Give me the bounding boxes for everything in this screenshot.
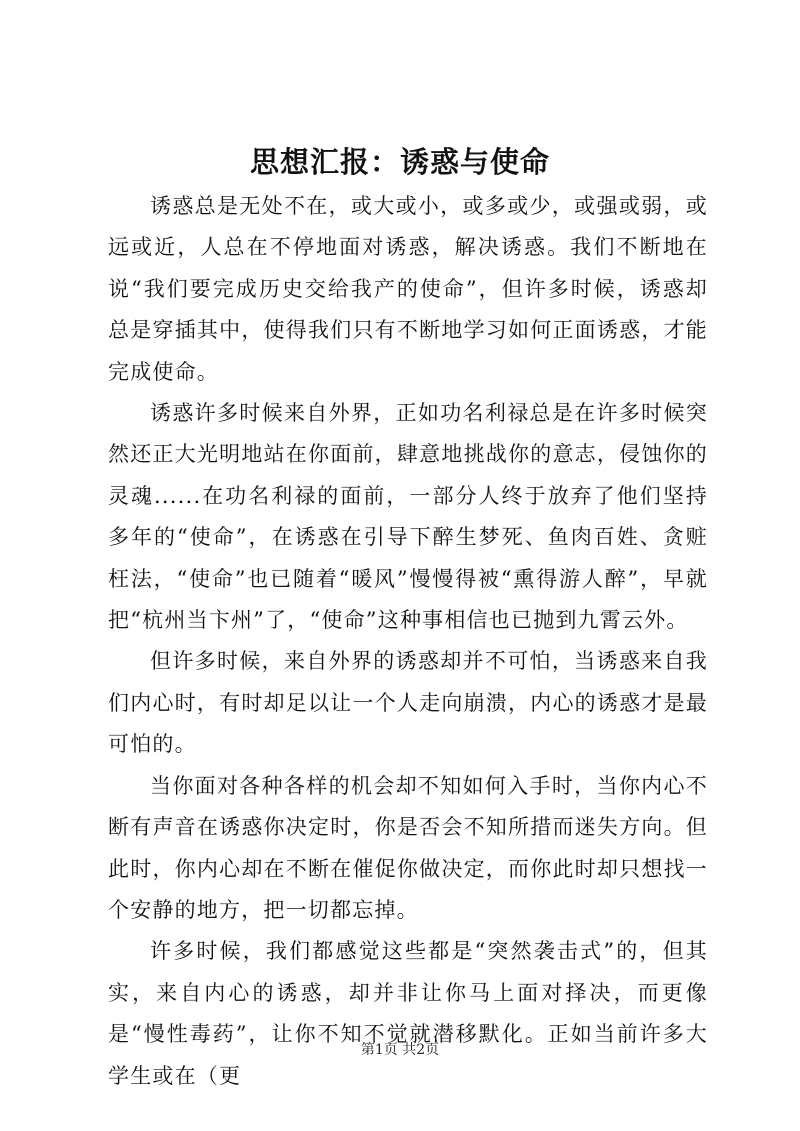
page-indicator: 第1页 共2页	[360, 1042, 440, 1058]
paragraph: 诱惑总是无处不在，或大或小，或多或少，或强或弱，或远或近，人总在不停地面对诱惑，解决诱惑。我们不断地在说“我们要完成历史交给我产的使命”，但许多时候，诱惑却总是穿插其中，使得我们只有不断地学习如何正面诱惑，才能完成使命。	[108, 194, 708, 384]
document-body	[108, 186, 708, 1097]
paragraph: 当你面对各种各样的机会却不知如何入手时，当你内心不断有声音在诱惑你决定时，你是否会不知所措而迷失方向。但此时，你内心却在不断在催促你做决定，而你此时却只想找一个安静的地方，把一切都忘掉。	[108, 773, 708, 922]
paragraph: 诱惑许多时候来自外界，正如功名利禄总是在许多时候突然还正大光明地站在你面前，肆意地挑战你的意志，侵蚀你的灵魂......在功名利禄的面前，一部分人终于放弃了他们坚持多年的“使命”，在诱惑在引导下醉生梦死、鱼肉百姓、贪赃枉法，“使命”也已随着“暖风”慢慢得被“熏得游人醉”，早就把“杭州当卞州”了，“使命”这种事相信也已抛到九霄云外。	[108, 401, 708, 633]
paragraph: 但许多时候，来自外界的诱惑却并不可怕，当诱惑来自我们内心时，有时却足以让一个人走向崩溃，内心的诱惑才是最可怕的。	[108, 649, 708, 757]
paragraph: 许多时候，我们都感觉这些都是“突然袭击式”的，但其实，来自内心的诱惑，却并非让你马上面对择决，而更像是“慢性毒药”，让你不知不觉就潜移默化。正如当前许多大学生或在（更	[108, 939, 708, 1088]
document-title: 思想汇报：诱惑与使命	[249, 145, 550, 179]
